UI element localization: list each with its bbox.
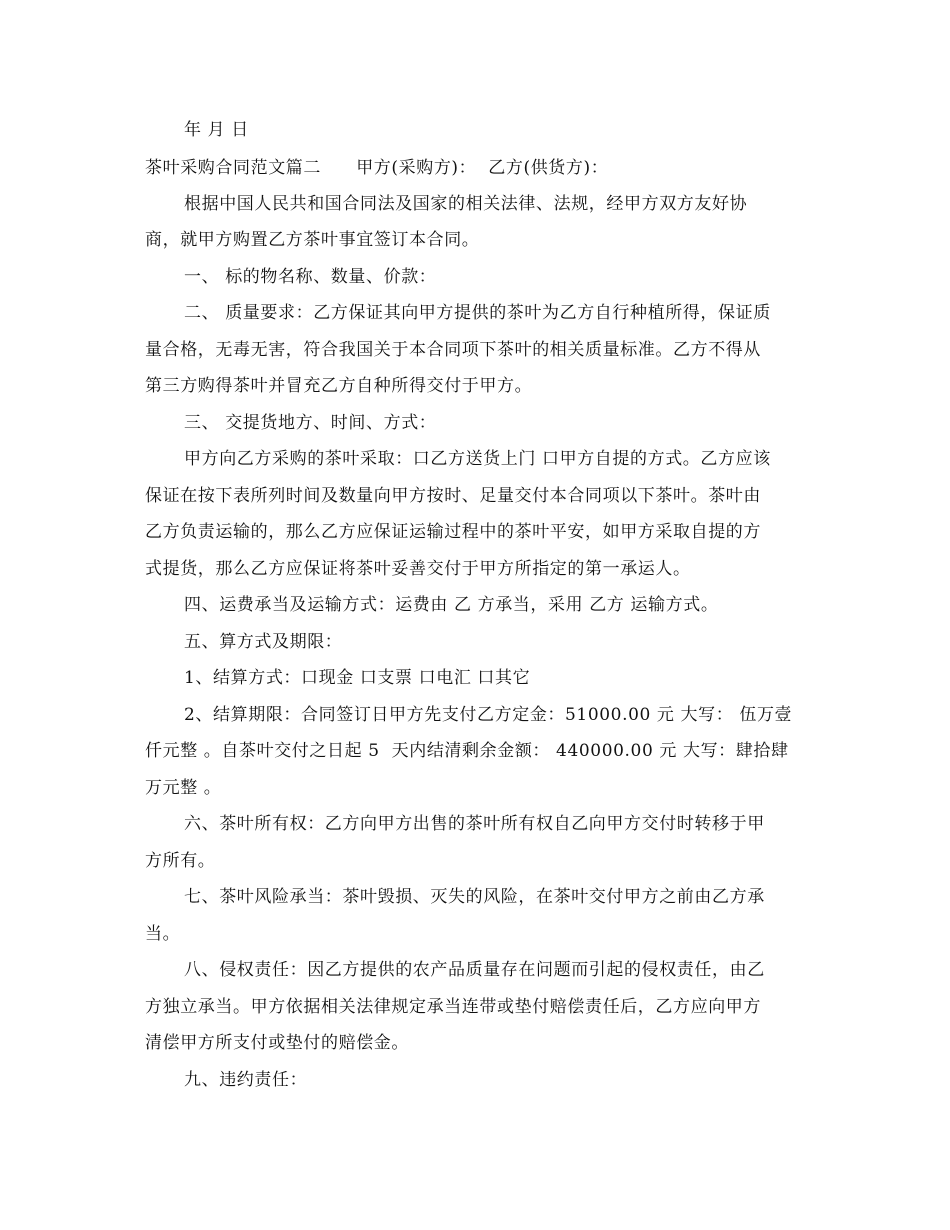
paragraph-line: 四、运费承当及运输方式：运费由 乙 方承当，采用 乙方 运输方式。 [184,595,719,615]
paragraph-line: 乙方负责运输的，那么乙方应保证运输过程中的茶叶平安，如甲方采取自提的方 [145,522,761,542]
paragraph-line: 六、茶叶所有权：乙方向甲方出售的茶叶所有权自乙向甲方交付时转移于甲 [184,814,765,834]
paragraph-line: 方独立承当。甲方依据相关法律规定承当连带或垫付赔偿责任后，乙方应向甲方 [145,997,761,1017]
paragraph-line: 量合格，无毒无害，符合我国关于本合同项下茶叶的相关质量标准。乙方不得从 [145,340,761,360]
paragraph-line: 式提货，那么乙方应保证将茶叶妥善交付于甲方所指定的第一承运人。 [145,559,691,579]
paragraph-line: 七、茶叶风险承当：茶叶毁损、灭失的风险，在茶叶交付甲方之前由乙方承 [184,887,765,907]
section-heading: 三、 交提货地方、时间、方式： [184,413,437,433]
date-line: 年 月 日 [184,120,249,140]
section-heading: 九、违约责任： [184,1070,308,1090]
paragraph-line: 2、结算期限：合同签订日甲方先支付乙方定金：51000.00 元 大写： 伍万壹 [184,705,793,725]
paragraph-line: 第三方购得茶叶并冒充乙方自种所得交付于甲方。 [145,376,533,396]
paragraph-line: 仟元整 。自茶叶交付之日起 5 天内结清剩余金额： 440000.00 元 大写：肆拾肆 [145,741,789,761]
paragraph-line: 保证在按下表所列时间及数量向甲方按时、足量交付本合同项以下茶叶。茶叶由 [145,486,761,506]
document-heading: 茶叶采购合同范文篇二 甲方(采购方)： 乙方(供货方)： [145,158,609,178]
section-heading: 一、 标的物名称、数量、价款： [184,267,437,287]
paragraph-line: 根据中国人民共和国合同法及国家的相关法律、法规，经甲方双方友好协 [184,194,748,214]
paragraph-line: 方所有。 [145,851,216,871]
paragraph-line: 二、 质量要求：乙方保证其向甲方提供的茶叶为乙方自行种植所得，保证质 [184,303,771,323]
paragraph-line: 甲方向乙方采购的茶叶采取：口乙方送货上门 口甲方自提的方式。乙方应该 [184,449,771,469]
section-heading: 五、算方式及期限： [184,632,343,652]
paragraph-line: 当。 [145,924,181,944]
paragraph-line: 清偿甲方所支付或垫付的赔偿金。 [145,1033,409,1053]
paragraph-line: 八、侵权责任：因乙方提供的农产品质量存在问题而引起的侵权责任，由乙 [184,960,765,980]
paragraph-line: 商，就甲方购置乙方茶叶事宜签订本合同。 [145,230,480,250]
paragraph-line: 1、结算方式：口现金 口支票 口电汇 口其它 [184,668,531,688]
paragraph-line: 万元整 。 [145,778,222,798]
